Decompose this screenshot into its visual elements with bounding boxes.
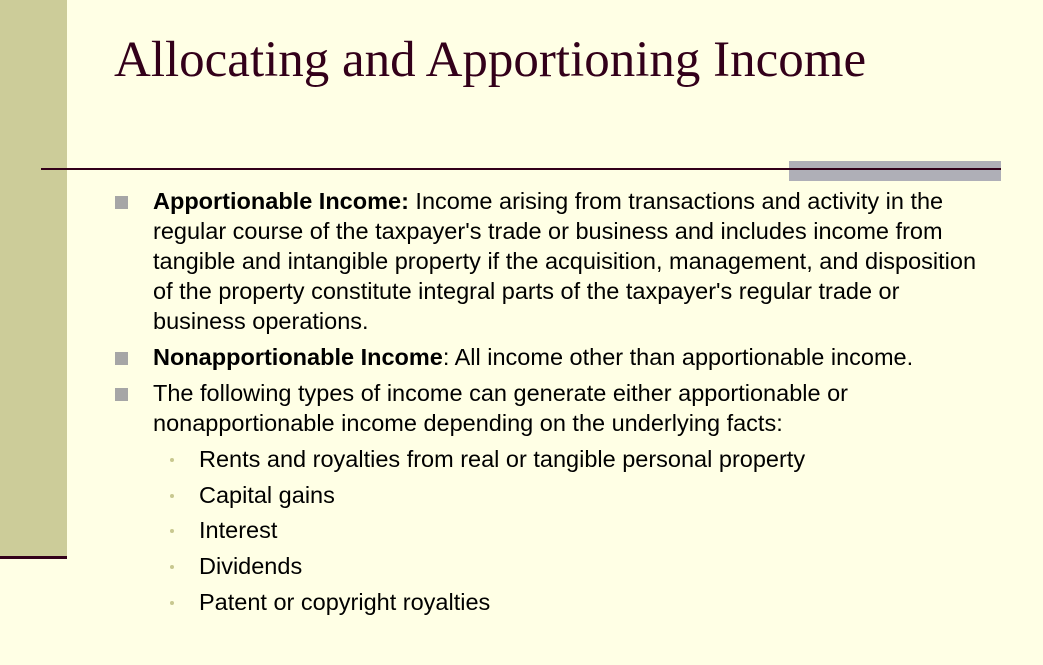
- sub-item-label: Rents and royalties from real or tangible personal property: [199, 446, 806, 472]
- sub-item-rents-royalties: [114, 444, 994, 474]
- square-bullet-icon: [115, 388, 128, 401]
- dot-bullet-icon: [170, 601, 174, 605]
- slide-title: Allocating and Apportioning Income: [114, 32, 867, 88]
- sub-item-label: Interest: [199, 517, 278, 544]
- sub-item-dividends: [114, 551, 994, 581]
- bullet-text: The following types of income can generate either apportionable or nonapportionable income depending on the underlying facts:: [153, 380, 848, 436]
- bullet-text: : All income other than apportionable income.: [442, 344, 914, 370]
- sub-item-label: Capital gains: [199, 481, 335, 508]
- slide-content: [114, 186, 994, 622]
- bullet-income-types: [114, 378, 994, 438]
- left-bar-rule: [0, 556, 67, 559]
- bullet-text: Income arising from transactions and activity in the regular course of the taxpayer's trade or business and includes income from tangible and intangible property if the acquisition, management, and disposition of the property constitute integral parts of the taxpayer's regular trade or business operations.: [153, 188, 977, 334]
- dot-bullet-icon: [170, 458, 174, 462]
- sub-item-label: Patent or copyright royalties: [199, 588, 491, 615]
- sub-item-patent-copyright: [114, 587, 994, 617]
- dot-bullet-icon: [170, 565, 174, 569]
- left-decorative-bar: [0, 0, 67, 556]
- bullet-apportionable-income: [114, 186, 994, 336]
- title-rule: [41, 168, 1001, 170]
- sub-item-interest: [114, 515, 994, 545]
- bullet-nonapportionable-income: [114, 342, 994, 372]
- dot-bullet-icon: [170, 494, 174, 498]
- sub-item-capital-gains: [114, 480, 994, 510]
- bullet-term: Apportionable Income:: [153, 188, 409, 214]
- title-rule-accent: [789, 161, 1001, 181]
- square-bullet-icon: [115, 352, 128, 365]
- sub-item-label: Dividends: [199, 553, 303, 580]
- dot-bullet-icon: [170, 529, 174, 533]
- bullet-term: Nonapportionable Income: [153, 344, 443, 370]
- income-types-list: [114, 444, 994, 617]
- square-bullet-icon: [115, 196, 128, 209]
